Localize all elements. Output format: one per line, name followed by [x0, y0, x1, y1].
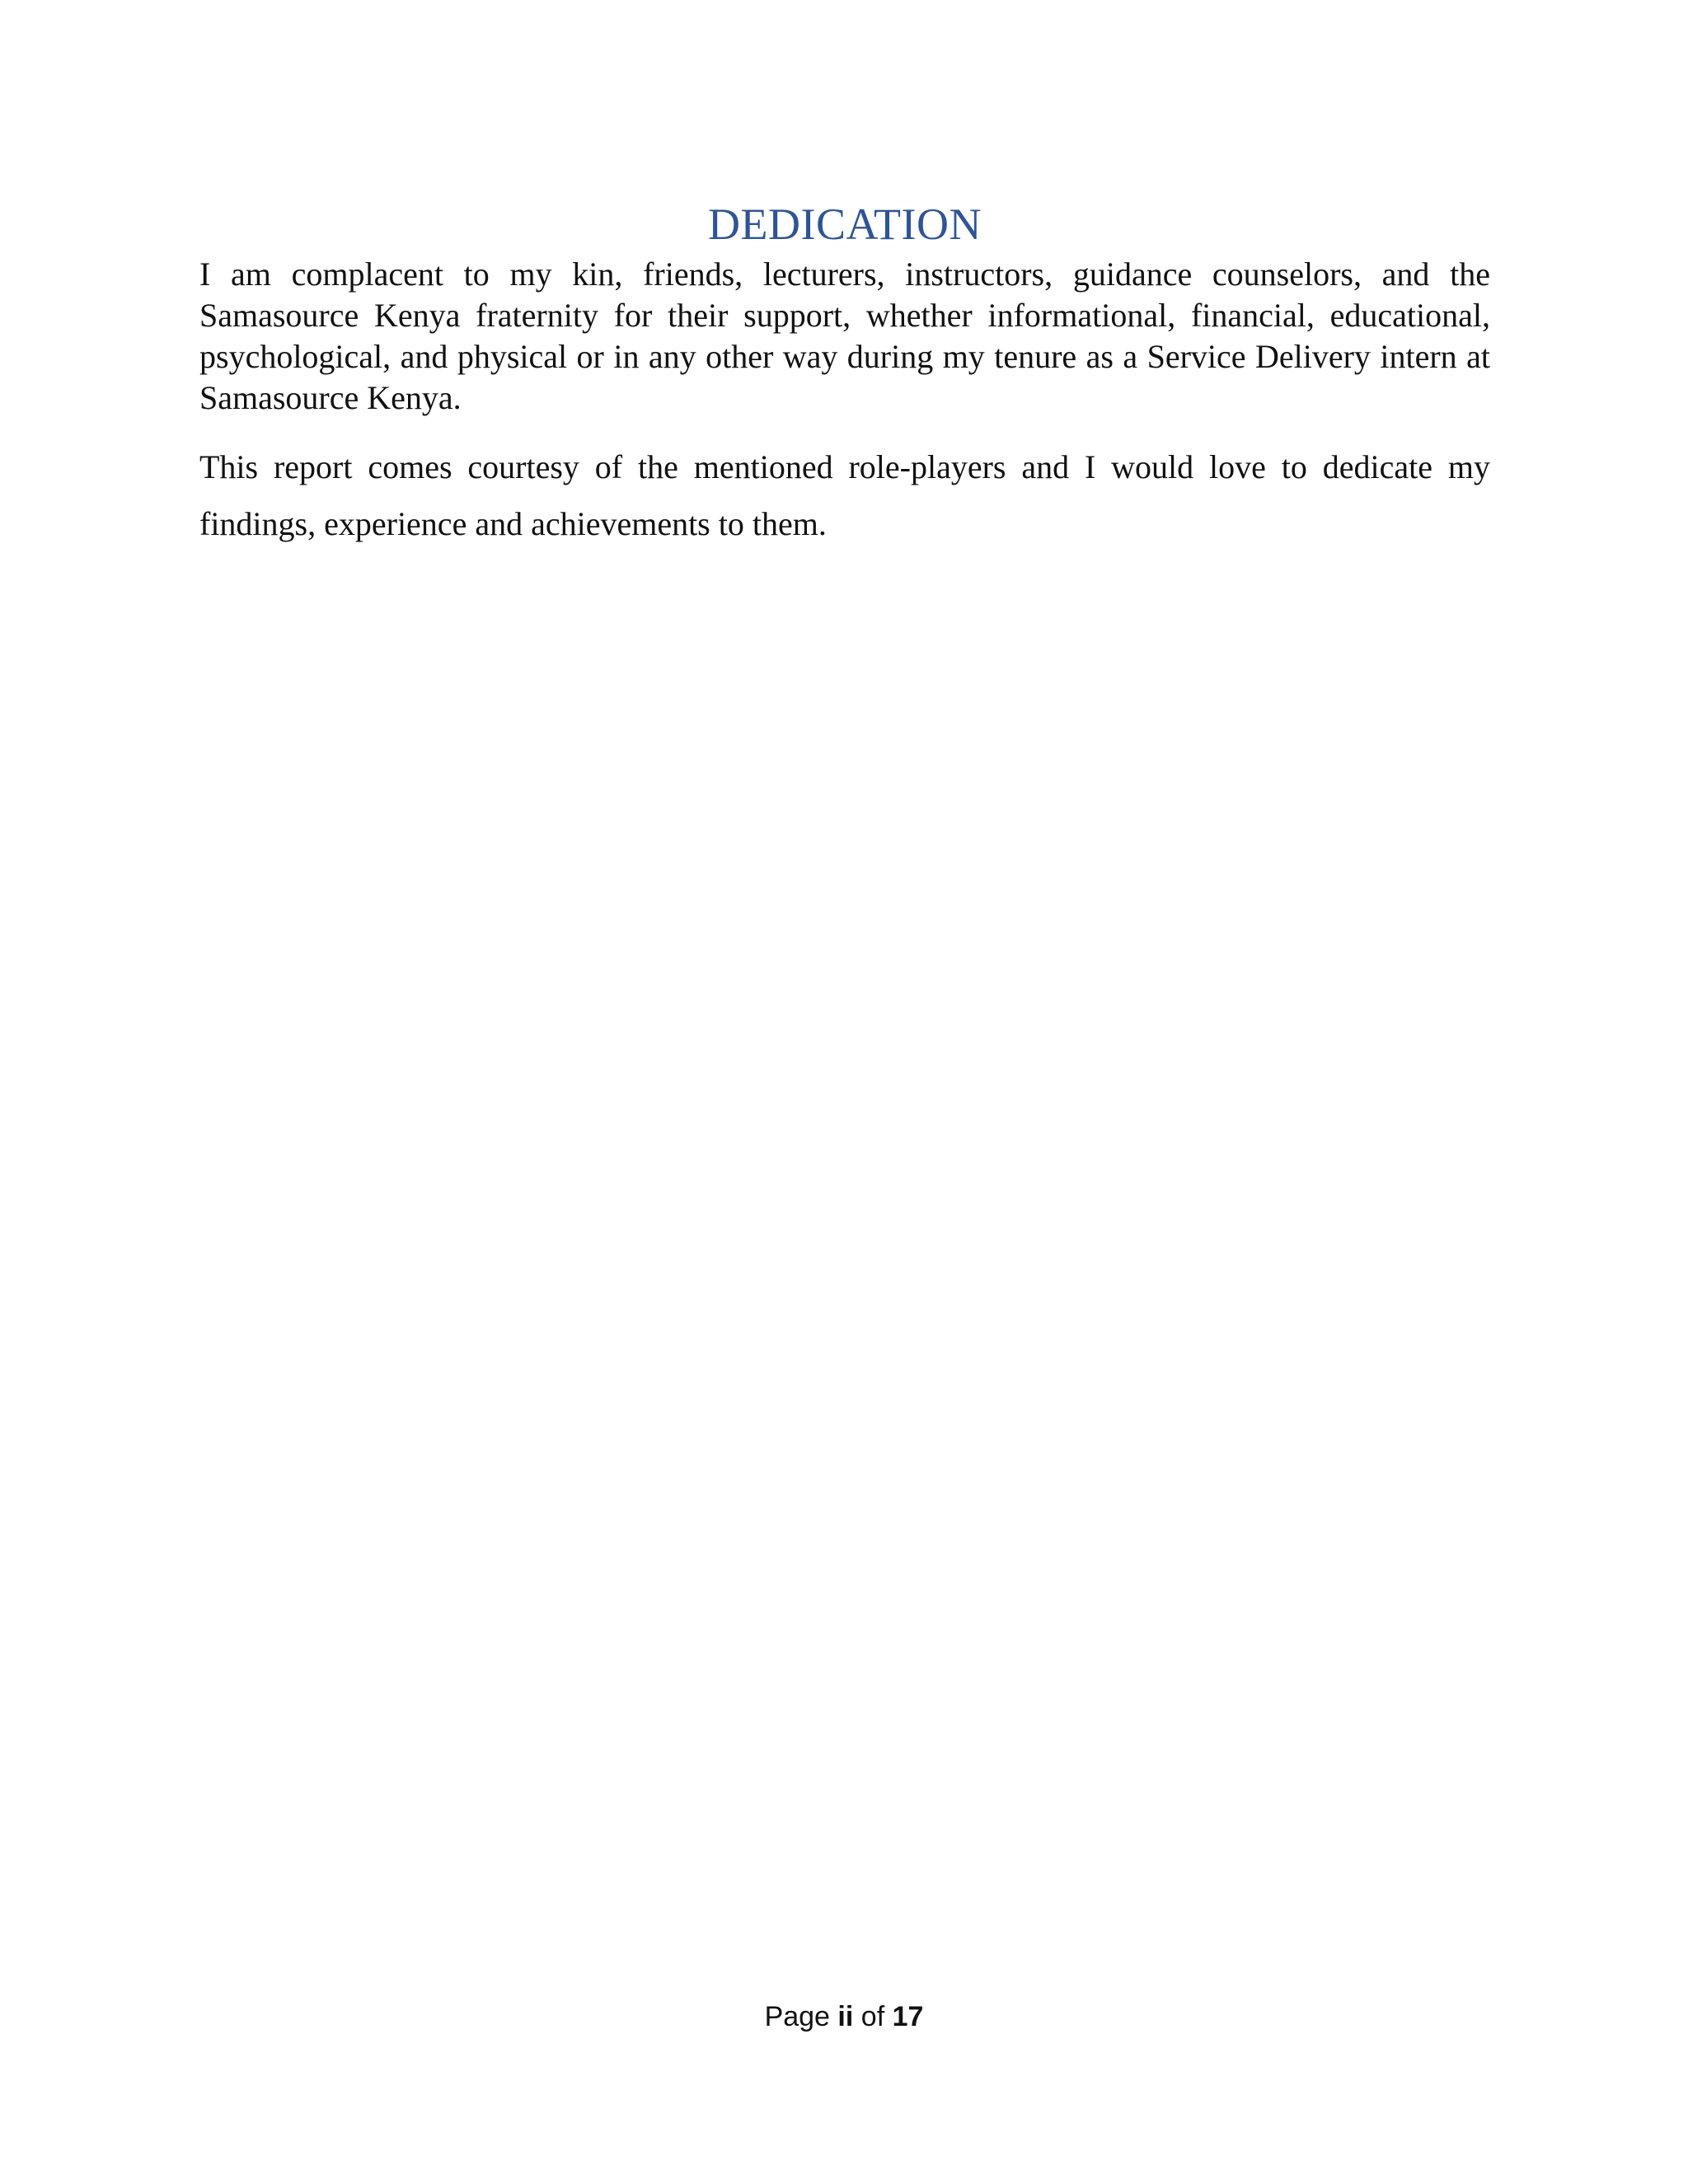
current-page-number: ii [837, 2001, 854, 2032]
page-footer [0, 1999, 1688, 2035]
page-title: DEDICATION [708, 199, 982, 249]
of-label: of [860, 2001, 885, 2032]
dedication-paragraph: This report comes courtesy of the mentioned role-players and I would love to dedicate my findings, experience and achievements to them. [199, 448, 1490, 542]
total-page-count: 17 [892, 2001, 924, 2032]
dedication-paragraph: I am complacent to my kin, friends, lecturers, instructors, guidance counselors, and the Samasource Kenya fraternity for their support, whether informational, financial, educational, psychological, and physical or in any other way during my tenure as a Service Delivery intern at Samasource Kenya. [199, 255, 1490, 416]
page-label: Page [764, 2001, 830, 2032]
page-content [199, 194, 1490, 552]
